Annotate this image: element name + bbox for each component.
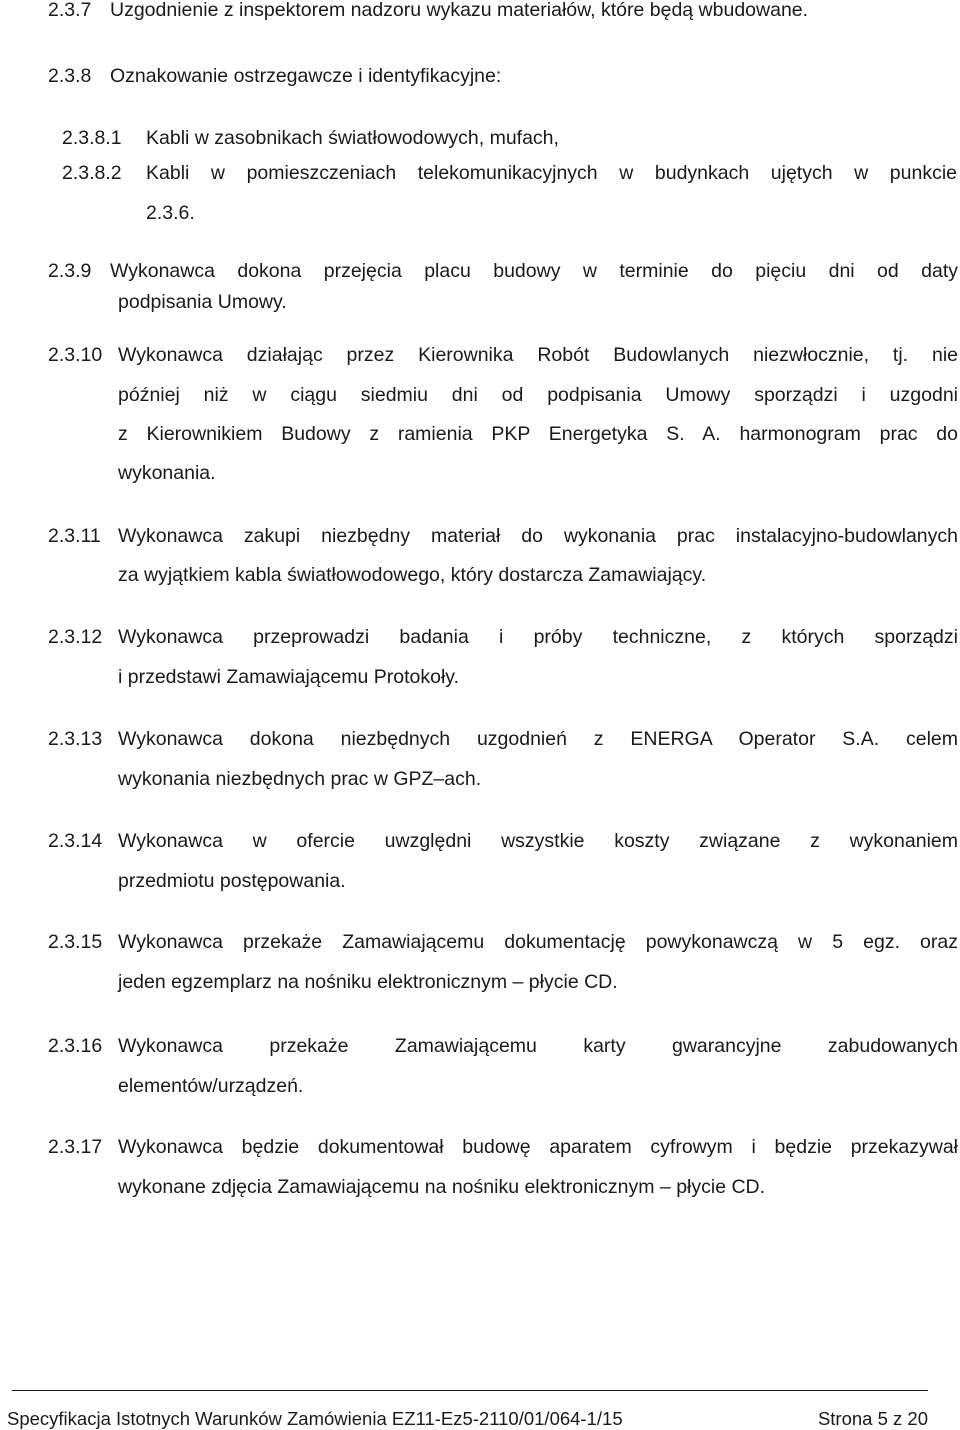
item-number: 2.3.12 <box>48 626 103 648</box>
item-text: przedmiotu postępowania. <box>118 870 346 892</box>
footer-page-number: Strona 5 z 20 <box>817 1408 928 1429</box>
list-item-2-3-13 <box>48 728 958 790</box>
item-number: 2.3.17 <box>48 1136 103 1158</box>
item-number: 2.3.10 <box>48 344 103 366</box>
list-item-2-3-15 <box>48 931 958 993</box>
list-item-2-3-12 <box>48 626 958 688</box>
item-text: Wykonawca dokona niezbędnych uzgodnień z ENERGA Operator S.A. celem <box>118 728 958 750</box>
item-text: Wykonawca dokona przejęcia placu budowy w terminie do pięciu dni od daty <box>110 260 958 282</box>
item-text: Wykonawca zakupi niezbędny materiał do wykonania prac instalacyjno-budowlanych <box>118 525 958 547</box>
item-number: 2.3.8 <box>48 65 92 87</box>
footer-divider <box>12 1390 928 1391</box>
list-item-2-3-10 <box>48 344 958 485</box>
item-number: 2.3.11 <box>48 525 101 547</box>
item-text: Wykonawca będzie dokumentował budowę aparatem cyfrowym i będzie przekazywał <box>118 1136 958 1158</box>
item-text: i przedstawi Zamawiającemu Protokoły. <box>118 666 460 688</box>
list-item-2-3-8 <box>48 66 918 90</box>
item-number: 2.3.9 <box>48 260 92 282</box>
item-text: później niż w ciągu siedmiu dni od podpisania Umowy sporządzi i uzgodni <box>118 384 958 406</box>
list-item-2-3-8-1 <box>62 128 932 152</box>
item-number: 2.3.15 <box>48 931 103 953</box>
item-text: Kabli w zasobnikach światłowodowych, mufach, <box>146 127 559 149</box>
item-text: podpisania Umowy. <box>118 291 287 313</box>
list-item-2-3-17 <box>48 1136 958 1198</box>
list-item-2-3-7 <box>48 0 918 24</box>
item-text: Wykonawca przeprowadzi badania i próby techniczne, z których sporządzi <box>118 626 958 648</box>
list-item-2-3-9 <box>48 260 958 317</box>
list-item-2-3-11 <box>48 525 958 586</box>
item-text: wykonania niezbędnych prac w GPZ–ach. <box>118 768 482 790</box>
item-text: wykonane zdjęcia Zamawiającemu na nośniku elektronicznym – płycie CD. <box>118 1176 766 1198</box>
item-number: 2.3.8.1 <box>62 127 122 149</box>
item-text: wykonania. <box>118 462 216 484</box>
item-text: Wykonawca w ofercie uwzględni wszystkie koszty związane z wykonaniem <box>118 830 958 852</box>
list-item-2-3-14 <box>48 830 958 892</box>
item-number: 2.3.13 <box>48 728 103 750</box>
item-number: 2.3.7 <box>48 0 92 21</box>
item-text: elementów/urządzeń. <box>118 1075 304 1097</box>
item-text: Kabli w pomieszczeniach telekomunikacyjnych w budynkach ujętych w punkcie <box>146 162 957 184</box>
item-number: 2.3.8.2 <box>62 162 122 184</box>
item-text: Wykonawca działając przez Kierownika Robót Budowlanych niezwłocznie, tj. nie <box>118 344 958 366</box>
item-text: z Kierownikiem Budowy z ramienia PKP Energetyka S. A. harmonogram prac do <box>118 423 958 445</box>
item-text: 2.3.6. <box>146 202 195 224</box>
footer-document-title: Specyfikacja Istotnych Warunków Zamówienia EZ11-Ez5-2110/01/064-1/15 <box>7 1408 623 1429</box>
list-item-2-3-8-2 <box>62 162 957 224</box>
item-text: Wykonawca przekaże Zamawiającemu dokumentację powykonawczą w 5 egz. oraz <box>118 931 958 953</box>
item-text: Uzgodnienie z inspektorem nadzoru wykazu materiałów, które będą wbudowane. <box>110 0 809 21</box>
item-number: 2.3.14 <box>48 830 103 852</box>
item-text: Oznakowanie ostrzegawcze i identyfikacyjne: <box>110 65 502 87</box>
item-text: jeden egzemplarz na nośniku elektronicznym – płycie CD. <box>118 971 618 993</box>
list-item-2-3-16 <box>48 1035 958 1097</box>
item-text: Wykonawca przekaże Zamawiającemu karty gwarancyjne zabudowanych <box>118 1035 958 1057</box>
item-text: za wyjątkiem kabla światłowodowego, który dostarcza Zamawiający. <box>118 564 707 586</box>
item-number: 2.3.16 <box>48 1035 103 1057</box>
